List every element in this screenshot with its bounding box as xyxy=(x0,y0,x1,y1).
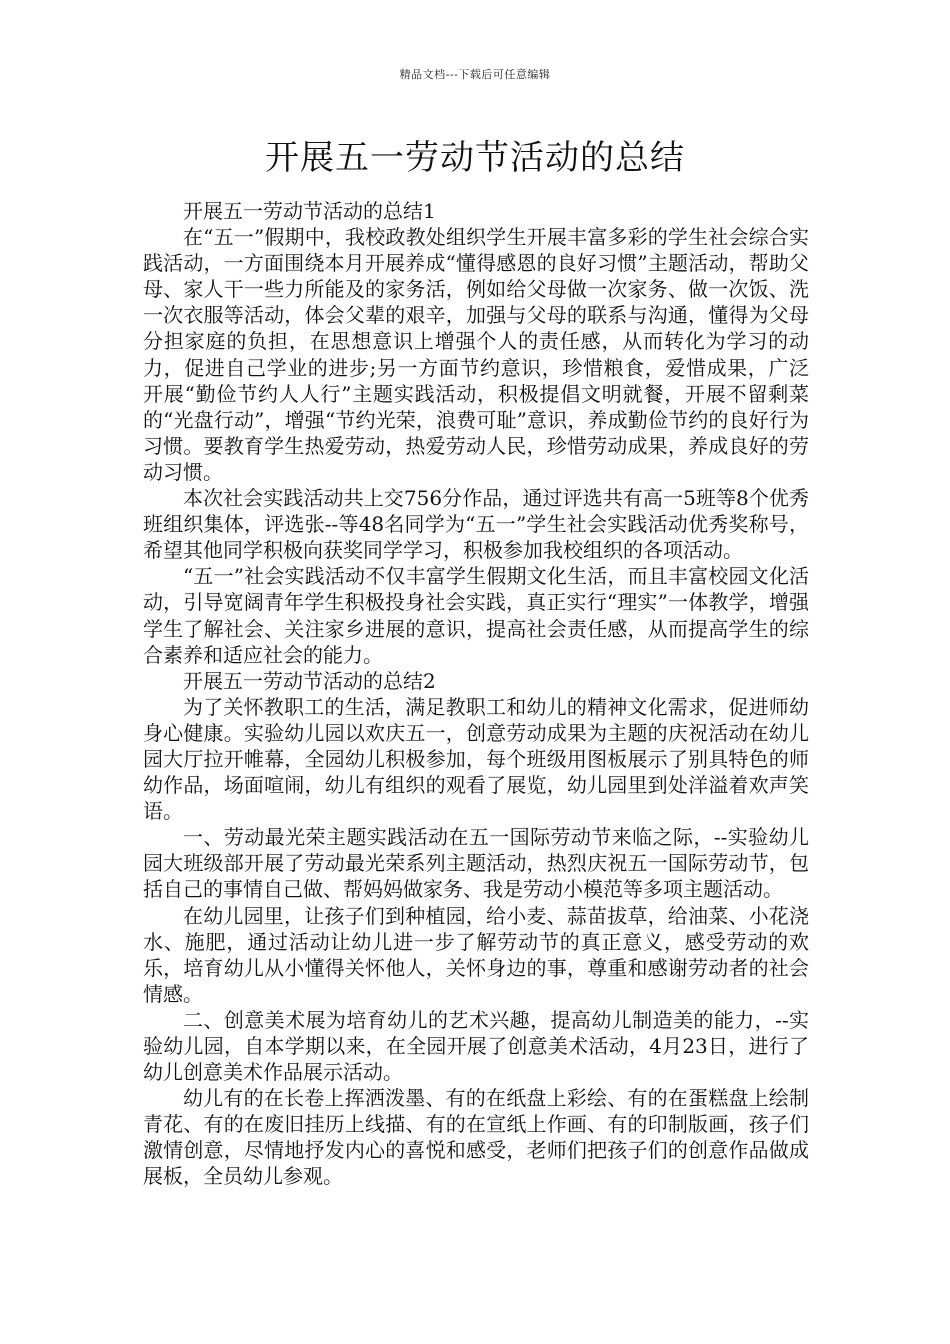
body-paragraph: “五一”社会实践活动不仅丰富学生假期文化生活，而且丰富校园文化活动，引导宽阔青年学生积极投身社会实践，真正实行“理实”一体教学，增强学生了解社会、关注家乡进展的意识，提高社会责任感，从而提高学生的综合素养和适应社会的能力。 xyxy=(143,564,809,667)
body-paragraph: 一、劳动最光荣主题实践活动在五一国际劳动节来临之际，--实验幼儿园大班级部开展了劳动最光荣系列主题活动，热烈庆祝五一国际劳动节，包括自己的事情自己做、帮妈妈做家务、我是劳动小模范等多项主题活动。 xyxy=(143,825,809,902)
document-title: 开展五一劳动节活动的总结 xyxy=(265,138,685,178)
body-paragraph: 在幼儿园里，让孩子们到种植园，给小麦、蒜苗拔草，给油菜、小花浇水、施肥，通过活动让幼儿进一步了解劳动节的真正意义，感受劳动的欢乐，培育幼儿从小懂得关怀他人，关怀身边的事，尊重和感谢劳动者的社会情感。 xyxy=(143,903,809,1006)
body-paragraph: 二、创意美术展为培育幼儿的艺术兴趣，提高幼儿制造美的能力，--实验幼儿园，自本学期以来，在全园开展了创意美术活动，4月23日，进行了幼儿创意美术作品展示活动。 xyxy=(143,1007,809,1085)
body-paragraph: 本次社会实践活动共上交756分作品，通过评选共有高一5班等8个优秀班组织集体，评选张--等48名同学为“五一”学生社会实践活动优秀奖称号，希望其他同学积极向获奖同学学习，积极参加我校组织的各项活动。 xyxy=(143,486,809,563)
document-header-note: 精品文档---下载后可任意编辑 xyxy=(399,68,551,81)
body-paragraph: 幼儿有的在长卷上挥洒泼墨、有的在纸盘上彩绘、有的在蛋糕盘上绘制青花、有的在废旧挂历上线描、有的在宣纸上作画、有的印制版画，孩子们激情创意，尽情地抒发内心的喜悦和感受，老师们把孩子们的创意作品做成展板，全员幼儿参观。 xyxy=(143,1086,809,1189)
section-heading-1: 开展五一劳动节活动的总结1 xyxy=(183,199,436,223)
body-paragraph: 在“五一”假期中，我校政教处组织学生开展丰富多彩的学生社会综合实践活动，一方面围绕本月开展养成“懂得感恩的良好习惯”主题活动，帮助父母、家人干一些力所能及的家务活，例如给父母做一次家务、做一次饭、洗一次衣服等活动，体会父辈的艰辛，加强与父母的联系与沟通，懂得为父母分担家庭的负担，在思想意识上增强个人的责任感，从而转化为学习的动力，促进自己学业的进步;另一方面节约意识，珍惜粮食，爱惜成果，广泛开展“勤俭节约人人行”主题实践活动，积极提倡文明就餐，开展不留剩菜的“光盘行动”，增强“节约光荣，浪费可耻”意识，养成勤俭节约的良好行为习惯。要教育学生热爱劳动，热爱劳动人民，珍惜劳动成果，养成良好的劳动习惯。 xyxy=(143,225,809,484)
body-paragraph: 为了关怀教职工的生活，满足教职工和幼儿的精神文化需求，促进师幼身心健康。实验幼儿园以欢庆五一，创意劳动成果为主题的庆祝活动在幼儿园大厅拉开帷幕，全园幼儿积极参加，每个班级用图板展示了别具特色的师幼作品，场面喧闹，幼儿有组织的观看了展览，幼儿园里到处洋溢着欢声笑语。 xyxy=(143,694,809,824)
section-heading-2: 开展五一劳动节活动的总结2 xyxy=(183,668,436,693)
document-body xyxy=(143,198,809,1190)
